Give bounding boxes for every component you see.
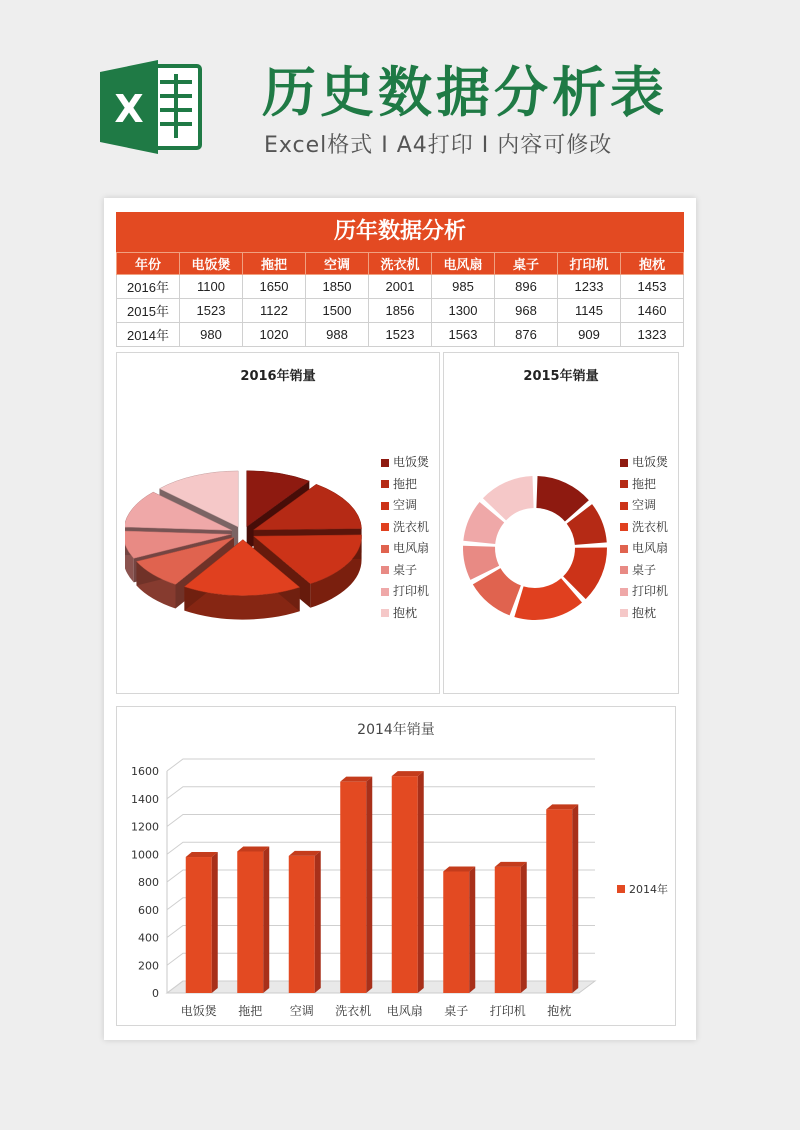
table-cell[interactable]: 1523: [180, 299, 243, 323]
legend-label: 电饭煲: [632, 455, 669, 469]
chart-legend: [617, 882, 668, 896]
pie-chart-panel-2016[interactable]: [116, 352, 440, 694]
legend-swatch: [381, 609, 389, 617]
table-cell[interactable]: 1100: [180, 275, 243, 299]
x-tick-label: 拖把: [238, 1004, 263, 1018]
legend-label: 抱枕: [632, 605, 657, 620]
x-tick-label: 打印机: [489, 1004, 526, 1018]
legend-item: [381, 453, 429, 470]
table-cell[interactable]: 1650: [243, 275, 306, 299]
page-title: 历史数据分析表: [262, 61, 668, 124]
table-header-cell: 洗衣机: [369, 253, 432, 275]
legend-swatch: [620, 502, 628, 510]
table-cell[interactable]: 1300: [432, 299, 495, 323]
legend-item: [620, 496, 656, 513]
y-tick-label: 800: [138, 876, 159, 889]
legend-swatch: [381, 480, 389, 488]
table-cell[interactable]: 1233: [558, 275, 621, 299]
bar[interactable]: [546, 804, 578, 993]
table-cell[interactable]: 1020: [243, 323, 306, 347]
legend-label: 桌子: [393, 562, 418, 577]
legend-item: [620, 539, 668, 556]
chart-floor: [167, 981, 595, 993]
bar-chart-svg: [117, 711, 673, 1021]
x-tick-label: 抱枕: [547, 1004, 572, 1018]
gridline: [167, 898, 595, 910]
legend-item: [381, 561, 417, 578]
y-tick-label: 400: [138, 931, 159, 945]
y-tick-label: 1000: [131, 848, 159, 862]
table-cell[interactable]: 1500: [306, 299, 369, 323]
y-tick-label: 600: [138, 903, 159, 917]
table-cell[interactable]: 2016年: [117, 275, 180, 299]
legend-item: [620, 518, 668, 535]
table-header-cell: 打印机: [558, 253, 621, 275]
legend-label: 电风扇: [393, 541, 430, 555]
legend-label: 2014年: [629, 883, 668, 896]
legend-item: [620, 604, 656, 621]
bar[interactable]: [237, 846, 269, 993]
legend-label: 打印机: [632, 584, 669, 598]
table-row: [117, 275, 684, 299]
x-tick-label: 电饭煲: [180, 1004, 217, 1018]
y-tick-label: 1600: [131, 765, 159, 778]
doughnut-chart-panel-2015[interactable]: [443, 352, 679, 694]
table-cell[interactable]: 896: [495, 275, 558, 299]
legend-item: [381, 582, 429, 599]
gridline: [167, 759, 595, 771]
chart-title: 2015年销量: [523, 369, 599, 384]
table-row: [117, 323, 684, 347]
pie-chart-svg: [125, 423, 375, 673]
gridline: [167, 953, 595, 965]
table-cell[interactable]: 988: [306, 323, 369, 347]
gridline: [167, 926, 595, 938]
bar[interactable]: [443, 866, 475, 993]
table-header-cell: 电饭煲: [180, 253, 243, 275]
legend-swatch: [381, 502, 389, 510]
legend-swatch: [620, 545, 628, 553]
table-header-cell: 空调: [306, 253, 369, 275]
table-cell[interactable]: 1145: [558, 299, 621, 323]
legend-swatch: [620, 459, 628, 467]
legend-swatch: [617, 885, 625, 893]
table-header-cell: 拖把: [243, 253, 306, 275]
legend-item: [381, 539, 429, 556]
legend-item: [620, 582, 668, 599]
y-tick-label: 1400: [131, 792, 159, 806]
table-cell[interactable]: 1323: [621, 323, 684, 347]
bar[interactable]: [392, 771, 424, 993]
legend-swatch: [620, 566, 628, 574]
table-header-row: [117, 253, 684, 275]
legend-swatch: [381, 523, 389, 531]
table-cell[interactable]: 985: [432, 275, 495, 299]
data-table: [116, 252, 684, 347]
table-header-cell: 抱枕: [621, 253, 684, 275]
table-cell[interactable]: 1523: [369, 323, 432, 347]
data-table-section: [116, 212, 684, 347]
table-cell[interactable]: 1850: [306, 275, 369, 299]
x-tick-label: 电风扇: [386, 1004, 423, 1018]
legend-item: [620, 475, 656, 492]
legend-item: [620, 453, 668, 470]
legend-label: 洗衣机: [393, 519, 430, 534]
table-cell[interactable]: 1856: [369, 299, 432, 323]
table-cell[interactable]: 1460: [621, 299, 684, 323]
table-cell[interactable]: 968: [495, 299, 558, 323]
legend-label: 拖把: [632, 476, 657, 491]
table-header-cell: 电风扇: [432, 253, 495, 275]
x-tick-label: 桌子: [444, 1004, 469, 1018]
table-cell[interactable]: 1122: [243, 299, 306, 323]
table-cell[interactable]: 2014年: [117, 323, 180, 347]
table-header-cell: 年份: [117, 253, 180, 275]
page-header: [0, 0, 800, 200]
legend-swatch: [381, 566, 389, 574]
table-row: [117, 299, 684, 323]
legend-label: 拖把: [393, 476, 418, 491]
x-tick-label: 空调: [289, 1004, 314, 1018]
legend-swatch: [620, 480, 628, 488]
y-tick-label: 200: [138, 959, 159, 973]
table-cell[interactable]: 2001: [369, 275, 432, 299]
gridline: [167, 870, 595, 882]
doughnut-chart-svg: [450, 463, 620, 633]
gridline: [167, 842, 595, 854]
table-header-cell: 桌子: [495, 253, 558, 275]
x-tick-label: 洗衣机: [335, 1004, 372, 1018]
table-cell[interactable]: 909: [558, 323, 621, 347]
chart-title: 2014年销量: [357, 722, 435, 738]
bar-chart-panel-2014[interactable]: [116, 706, 676, 1026]
bar[interactable]: [340, 777, 372, 993]
table-title: 历年数据分析: [116, 212, 684, 252]
legend-item: [381, 518, 429, 535]
table-cell[interactable]: 876: [495, 323, 558, 347]
legend-label: 抱枕: [393, 605, 418, 620]
legend-swatch: [381, 459, 389, 467]
bar[interactable]: [289, 851, 321, 993]
table-cell[interactable]: 1563: [432, 323, 495, 347]
bar[interactable]: [186, 852, 218, 993]
legend-swatch: [620, 588, 628, 596]
table-cell[interactable]: 2015年: [117, 299, 180, 323]
legend-swatch: [381, 545, 389, 553]
legend-item: [381, 496, 417, 513]
excel-logo-icon: [100, 58, 204, 156]
y-tick-label: 1200: [131, 820, 159, 834]
legend-label: 电风扇: [632, 541, 669, 555]
page-subtitle: Excel格式 I A4打印 I 内容可修改: [264, 133, 613, 158]
legend-label: 空调: [393, 498, 418, 512]
chart-title: 2016年销量: [240, 369, 316, 384]
gridline: [167, 815, 595, 827]
doughnut-segment[interactable]: [473, 568, 521, 615]
gridline: [167, 787, 595, 799]
table-cell[interactable]: 1453: [621, 275, 684, 299]
legend-swatch: [620, 609, 628, 617]
legend-item: [381, 475, 417, 492]
legend-label: 洗衣机: [632, 519, 669, 534]
excel-logo-letter: X: [114, 87, 144, 131]
legend-item: [381, 604, 417, 621]
legend-label: 空调: [632, 498, 657, 512]
legend-item: [620, 561, 656, 578]
legend-label: 打印机: [393, 584, 430, 598]
legend-label: 电饭煲: [393, 455, 430, 469]
legend-swatch: [620, 523, 628, 531]
table-cell[interactable]: 980: [180, 323, 243, 347]
y-tick-label: 0: [152, 987, 159, 1000]
bar[interactable]: [495, 862, 527, 993]
legend-swatch: [381, 588, 389, 596]
legend-label: 桌子: [632, 562, 657, 577]
